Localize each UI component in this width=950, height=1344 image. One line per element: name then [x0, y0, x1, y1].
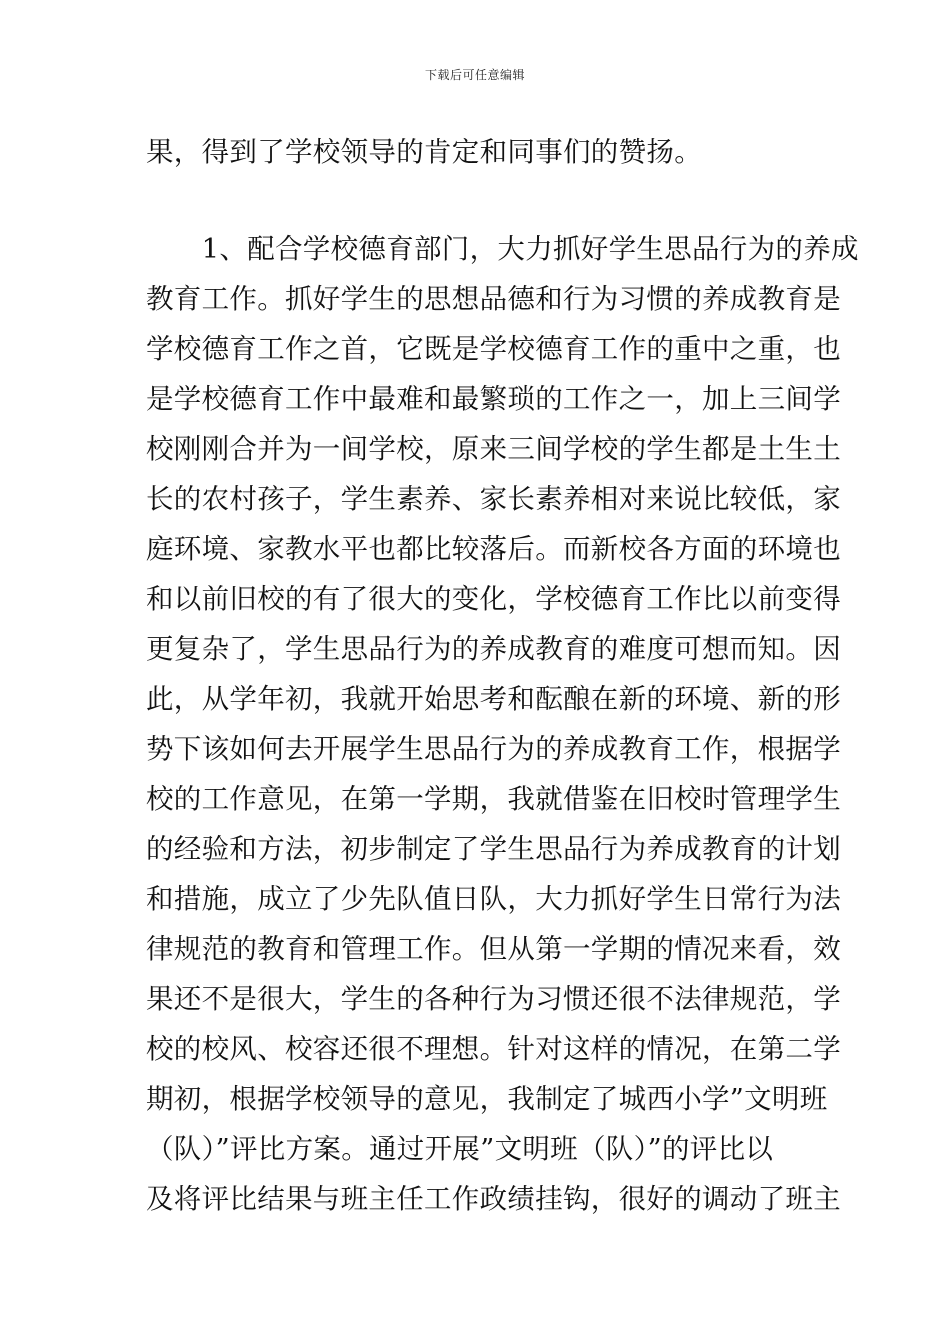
- text-line: 果，得到了学校领导的肯定和同事们的赞扬。: [146, 136, 702, 168]
- text-line: 是学校德育工作中最难和最繁琐的工作之一，加上三间学: [146, 383, 841, 415]
- text-line: 律规范的教育和管理工作。但从第一学期的情况来看，效: [146, 933, 841, 965]
- text-line: 教育工作。抓好学生的思想品德和行为习惯的养成教育是: [146, 283, 841, 315]
- text-line: 长的农村孩子，学生素养、家长素养相对来说比较低，家: [146, 483, 841, 515]
- text-line: 校刚刚合并为一间学校，原来三间学校的学生都是土生土: [146, 433, 841, 465]
- text-line: 校的校风、校容还很不理想。针对这样的情况，在第二学: [146, 1033, 841, 1065]
- text-line: 及将评比结果与班主任工作政绩挂钩，很好的调动了班主: [146, 1183, 841, 1215]
- text-line: 和以前旧校的有了很大的变化，学校德育工作比以前变得: [146, 583, 841, 615]
- text-line: 1、配合学校德育部门，大力抓好学生思品行为的养成: [146, 233, 859, 265]
- text-line: 学校德育工作之首，它既是学校德育工作的重中之重，也: [146, 333, 841, 365]
- text-line: （队）”评比方案。通过开展”文明班（队）”的评比以: [146, 1133, 774, 1165]
- text-line: 更复杂了，学生思品行为的养成教育的难度可想而知。因: [146, 633, 841, 665]
- text-line: 势下该如何去开展学生思品行为的养成教育工作，根据学: [146, 733, 841, 765]
- text-line: 庭环境、家教水平也都比较落后。而新校各方面的环境也: [146, 533, 841, 565]
- page-header-note: 下载后可任意编辑: [424, 68, 525, 82]
- text-line: 和措施，成立了少先队值日队，大力抓好学生日常行为法: [146, 883, 841, 915]
- text-line: 此，从学年初，我就开始思考和酝酿在新的环境、新的形: [146, 683, 841, 715]
- text-line: 果还不是很大，学生的各种行为习惯还很不法律规范，学: [146, 983, 841, 1015]
- text-line: 期初，根据学校领导的意见，我制定了城西小学”文明班: [146, 1083, 828, 1115]
- text-line: 校的工作意见，在第一学期，我就借鉴在旧校时管理学生: [146, 783, 841, 815]
- text-line: 的经验和方法，初步制定了学生思品行为养成教育的计划: [146, 833, 841, 865]
